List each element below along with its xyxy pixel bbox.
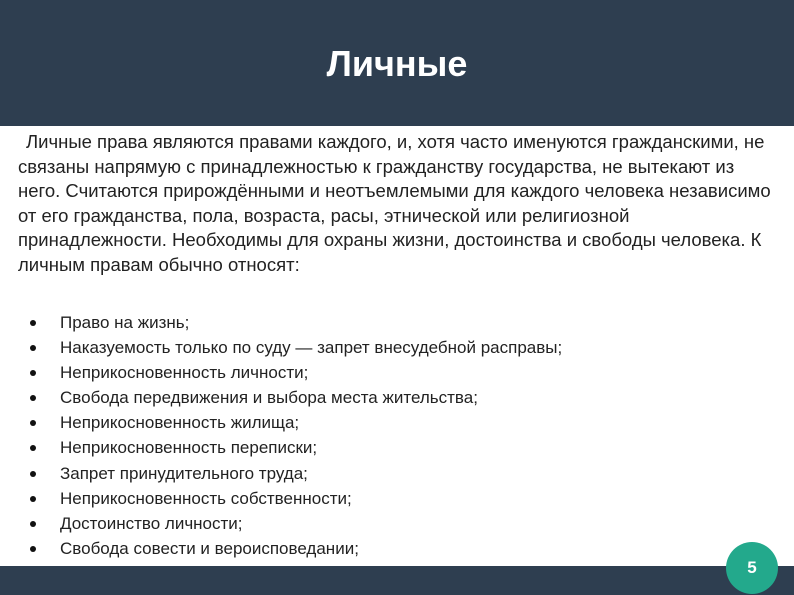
list-item-text: Свобода передвижения и выбора места жительства; (60, 388, 478, 408)
bullet-icon (30, 420, 36, 426)
list-item (28, 536, 708, 561)
list-item (28, 461, 708, 486)
list-item-text: Неприкосновенность переписки; (60, 438, 318, 458)
bullet-icon (30, 370, 36, 376)
bullet-icon (30, 395, 36, 401)
list-item-text: Неприкосновенность собственности; (60, 488, 352, 508)
list-item (28, 410, 708, 435)
list-item (28, 385, 708, 410)
list-item-text: Запрет принудительного труда; (60, 463, 308, 483)
bullet-icon (30, 320, 36, 326)
list-item (28, 435, 708, 460)
bullet-icon (30, 345, 36, 351)
slide-title: Личные (326, 43, 468, 84)
list-item (28, 360, 708, 385)
list-item-text: Свобода совести и вероисповедании; (60, 538, 359, 558)
bullet-icon (30, 496, 36, 502)
list-item-text: Наказуемость только по суду — запрет внесудебной расправы; (60, 338, 563, 358)
list-item (28, 335, 708, 360)
bullet-icon (30, 521, 36, 527)
list-item-text: Право на жизнь; (60, 313, 190, 332)
list-item (28, 310, 708, 335)
list-item-text: Неприкосновенность личности; (60, 363, 309, 383)
list-item-text: Неприкосновенность жилища; (60, 413, 300, 433)
page-number-badge: 5 (726, 542, 778, 594)
list-item (28, 511, 708, 536)
intro-paragraph: Личные права являются правами каждого, и, хотя часто именуются гражданскими, не связаны напрямую с принадлежностью к гражданству государства, не вытекают из него. Считаются прирождёнными и неотъемлемыми для каждого человека независимо от его гражданства, пола, возраста, расы, этнической или религиозной принадлежности. Необходимы для охраны жизни, достоинства и свободы человека. К личным правам обычно относят: (18, 131, 771, 275)
slide-footer-bar (0, 566, 794, 595)
rights-list (28, 310, 708, 561)
bullet-icon (30, 445, 36, 451)
bullet-icon (30, 546, 36, 552)
list-item (28, 486, 708, 511)
bullet-icon (30, 471, 36, 477)
list-item-text: Достоинство личности; (60, 513, 243, 533)
